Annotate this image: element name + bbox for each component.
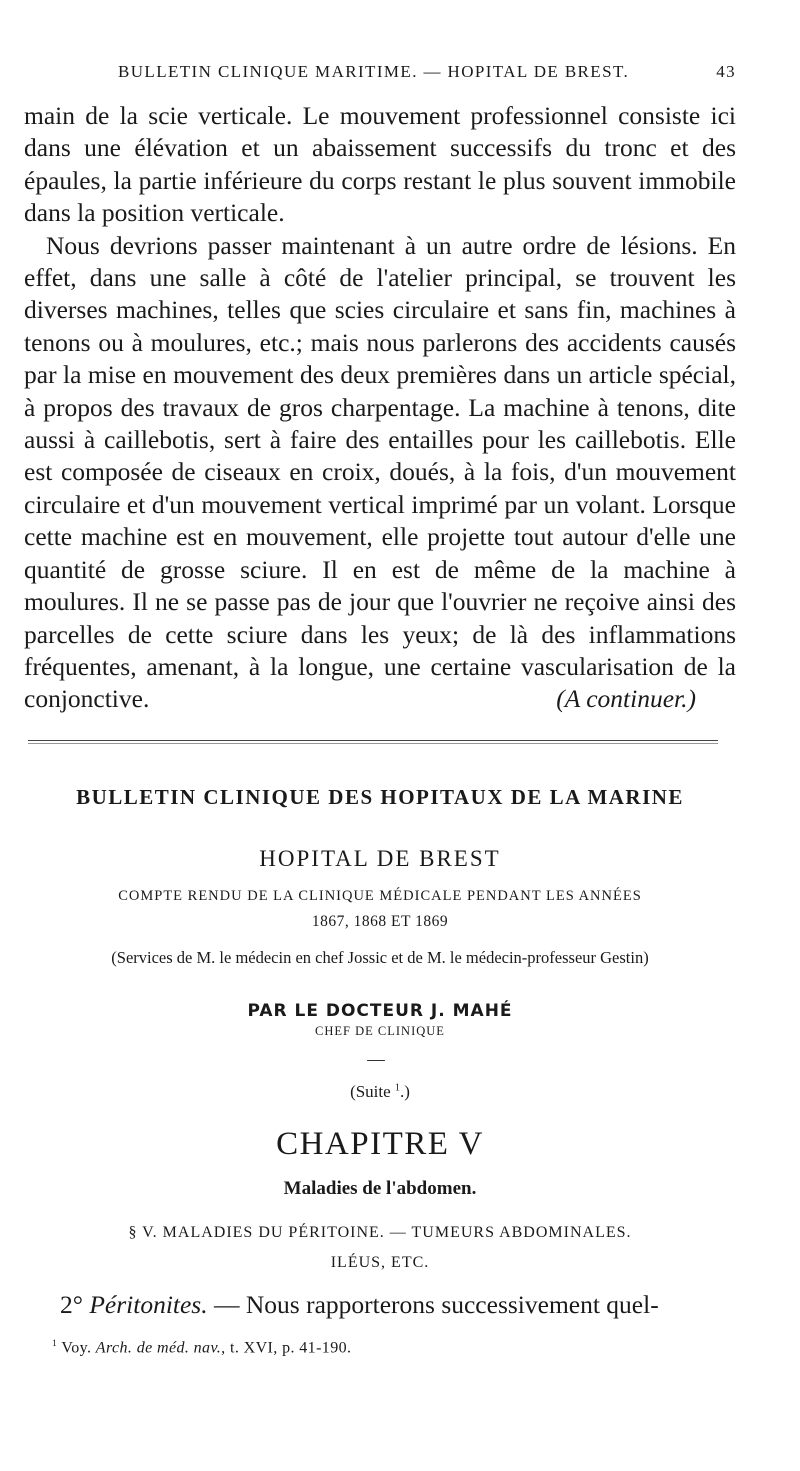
running-head-title: BULLETIN CLINIQUE MARITIME. — HOPITAL DE BREST. [118, 62, 630, 81]
subsection-text: — Nous rapporterons successivement quel- [213, 1290, 659, 1319]
page-number: 43 [716, 62, 736, 81]
services-line: (Services de M. le médecin en chef Jossic et de M. le médecin-professeur Gestin) [111, 948, 649, 967]
section-heading: § V. MALADIES DU PÉRITOINE. — TUMEURS ABDOMINALES. [128, 1224, 632, 1241]
footnote-ref: t. XVI, p. 41-190. [229, 1339, 352, 1357]
chapter-heading: CHAPITRE V [276, 1126, 484, 1162]
paragraph-2-wrap [24, 230, 736, 716]
paragraph-1: main de la scie verticale. Le mouvement professionnel consiste ici dans une élévation et un abaissement successifs du tronc et des épaules, la partie inférieure du corps restant le plus souvent immobile dans la position verticale. [24, 101, 736, 228]
footnote [52, 1338, 351, 1357]
section-rule-thin [28, 743, 718, 744]
section-rule [28, 740, 718, 741]
continuation-note: (A continuer.) [556, 684, 696, 714]
subsection-start [60, 1290, 736, 1320]
hospital-heading: HOPITAL DE BREST [259, 846, 501, 871]
chapter-title: Maladies de l'abdomen. [283, 1178, 477, 1199]
suite-line [0, 1082, 760, 1102]
suite-footnote-mark: 1 [394, 1082, 401, 1094]
body-text [24, 100, 736, 716]
section-heading-cont: ILÉUS, ETC. [330, 1254, 430, 1271]
paragraph-2: Nous devrions passer maintenant à un autre ordre de lésions. En effet, dans une salle à côté de l'atelier principal, se trouvent les diverses machines, telles que scies circulaire et sans fin, machines à tenons ou à moulures, etc.; mais nous parlerons des accidents causés par la mise en mouvement des deux premières dans un article spécial, à propos des travaux de gros charpentage. La machine à tenons, dite aussi à caillebotis, sert à faire des entailles pour les caillebotis. Elle est composée de ciseaux en croix, doués, à la fois, d'un mouvement circulaire et d'un mouvement vertical imprimé par un volant. Lorsque cette machine est en mouvement, elle projette tout autour d'elle une quantité de grosse sciure. Il en est de même de la machine à moulures. Il ne se passe pas de jour que l'ouvrier ne reçoive ainsi des parcelles de cette sciure dans les yeux; de là des inflammations fréquentes, amenant, à la longue, une certaine vascularisation de la conjonctive. [24, 230, 736, 714]
footnote-source: Arch. de méd. nav., [95, 1339, 226, 1357]
suite-close: .) [400, 1082, 410, 1101]
footnote-prefix: Voy. [61, 1339, 92, 1357]
suite-text: (Suite [350, 1082, 391, 1101]
subsection-number: 2° [60, 1290, 83, 1319]
author-title: CHEF DE CLINIQUE [315, 1024, 445, 1038]
running-head [118, 62, 736, 82]
footnote-mark: 1 [52, 1338, 58, 1349]
short-dash [367, 1060, 385, 1061]
subsection-title: Péritonites. [89, 1290, 208, 1319]
author-line: PAR LE DOCTEUR J. MAHÉ [247, 1001, 513, 1021]
report-years: 1867, 1868 ET 1869 [311, 913, 449, 930]
report-title: COMPTE RENDU DE LA CLINIQUE MÉDICALE PENDANT LES ANNÉES [118, 888, 642, 904]
bulletin-heading: BULLETIN CLINIQUE DES HOPITAUX DE LA MARINE [76, 785, 684, 809]
